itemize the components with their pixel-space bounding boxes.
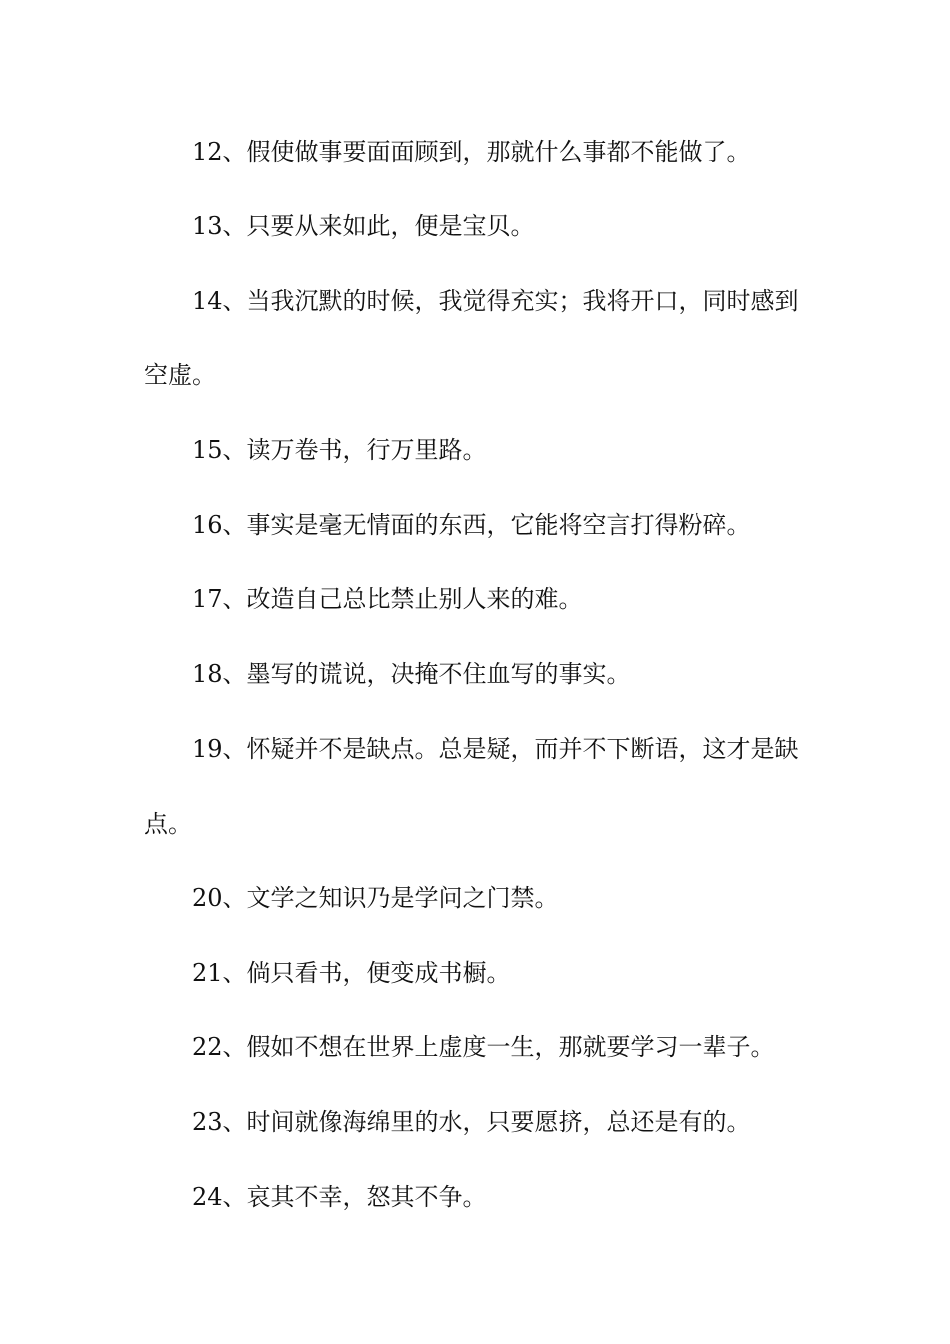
quote-12: 12、假使做事要面面顾到，那就什么事都不能做了。 xyxy=(192,138,751,166)
quote-14-line-1: 14、当我沉默的时候，我觉得充实；我将开口，同时感到 xyxy=(192,287,799,315)
quote-16: 16、事实是毫无情面的东西，它能将空言打得粉碎。 xyxy=(192,511,751,539)
quote-15: 15、读万卷书，行万里路。 xyxy=(192,436,487,464)
quote-17: 17、改造自己总比禁止别人来的难。 xyxy=(192,585,583,613)
quote-22: 22、假如不想在世界上虚度一生，那就要学习一辈子。 xyxy=(192,1033,775,1061)
quote-19-line-2: 点。 xyxy=(144,810,192,838)
quote-20: 20、文学之知识乃是学问之门禁。 xyxy=(192,884,559,912)
quote-19-line-1: 19、怀疑并不是缺点。总是疑，而并不下断语，这才是缺 xyxy=(192,735,799,763)
quote-18: 18、墨写的谎说，决掩不住血写的事实。 xyxy=(192,660,631,688)
quote-23: 23、时间就像海绵里的水，只要愿挤，总还是有的。 xyxy=(192,1108,751,1136)
quote-24: 24、哀其不幸，怒其不争。 xyxy=(192,1183,487,1211)
quote-21: 21、倘只看书，便变成书橱。 xyxy=(192,959,511,987)
quote-13: 13、只要从来如此，便是宝贝。 xyxy=(192,212,535,240)
quote-14-line-2: 空虚。 xyxy=(144,361,216,389)
